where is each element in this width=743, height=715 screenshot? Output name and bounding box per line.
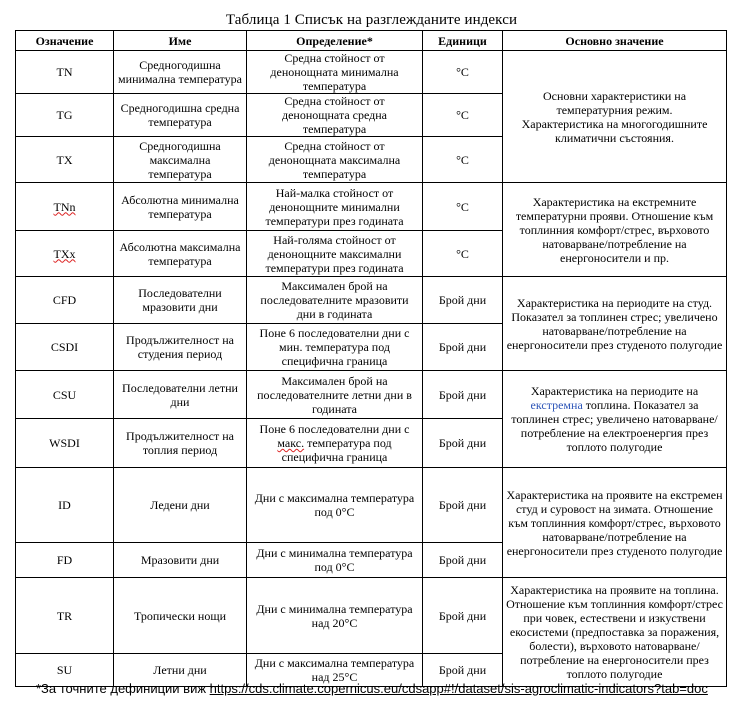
cell-definition: Средна стойност от денонощната минимална температура (247, 51, 423, 94)
cell-code: ID (16, 468, 114, 543)
cell-definition: Средна стойност от денонощната средна температура (247, 94, 423, 137)
cell-unit: °C (423, 94, 503, 137)
cell-meaning: Основни характеристики на температурния режим. Характеристика на многогодишните климатични състояния. (503, 51, 727, 183)
table-row (16, 578, 727, 654)
cell-name: Последователни мразовити дни (114, 277, 247, 324)
cell-definition: Дни с минимална температура над 20°C (247, 578, 423, 654)
cell-code: TXx (16, 231, 114, 277)
cell-meaning: Характеристика на екстремните температурни прояви. Отношение към топлинния комфорт/стрес, върховото натоварване/потребление на енергоносители и пр. (503, 183, 727, 277)
cell-meaning: Характеристика на проявите на екстремен студ и суровост на зимата. Отношение към топлинния комфорт/стрес, върховото натоварване/потребление на енергоносители през студеното полугодие (503, 468, 727, 578)
table-row (16, 183, 727, 231)
cell-name: Мразовити дни (114, 543, 247, 578)
cell-unit: Брой дни (423, 468, 503, 543)
table-row (16, 51, 727, 94)
header-name: Име (114, 31, 247, 51)
table-caption: Таблица 1 Списък на разглежданите индекси (225, 12, 518, 28)
cell-code: WSDI (16, 419, 114, 468)
cell-code: TN (16, 51, 114, 94)
cell-unit: °C (423, 137, 503, 183)
header-row (16, 31, 727, 51)
cell-unit: °C (423, 231, 503, 277)
footnote (36, 681, 708, 696)
cell-definition: Поне 6 последователни дни с макс. температура под специфична граница (247, 419, 423, 468)
cell-code: CFD (16, 277, 114, 324)
header-unit: Единици (423, 31, 503, 51)
cell-code: TX (16, 137, 114, 183)
cell-meaning: Характеристика на периодите на студ. Показател за топлинен стрес; увеличено натоварване/потребление на енергоносители през студеното полугодие (503, 277, 727, 371)
cell-definition: Дни с минимална температура под 0°C (247, 543, 423, 578)
header-definition: Определение* (247, 31, 423, 51)
highlighted-word: екстремна (530, 398, 583, 412)
footnote-link[interactable]: https://cds.climate.copernicus.eu/cdsapp#!/dataset/sis-agroclimatic-indicators?tab=doc (209, 681, 708, 696)
cell-code: TR (16, 578, 114, 654)
cell-code: CSDI (16, 324, 114, 371)
cell-code: CSU (16, 371, 114, 419)
cell-name: Продължителност на студения период (114, 324, 247, 371)
cell-name: Тропически нощи (114, 578, 247, 654)
cell-unit: °C (423, 51, 503, 94)
cell-definition: Средна стойност от денонощната максимална температура (247, 137, 423, 183)
cell-unit: Брой дни (423, 324, 503, 371)
table-row (16, 468, 727, 543)
cell-unit: °C (423, 183, 503, 231)
cell-unit: Брой дни (423, 419, 503, 468)
cell-name: Средногодишна средна температура (114, 94, 247, 137)
cell-code: TNn (16, 183, 114, 231)
header-code: Означение (16, 31, 114, 51)
indices-table (15, 30, 727, 687)
table-row (16, 277, 727, 324)
cell-unit: Брой дни (423, 277, 503, 324)
cell-definition: Дни с максимална температура над 25°C (247, 654, 423, 687)
cell-name: Средногодишна максимална температура (114, 137, 247, 183)
cell-name: Ледени дни (114, 468, 247, 543)
footnote-text: *За точните дефиниции виж (36, 681, 210, 696)
cell-name: Последователни летни дни (114, 371, 247, 419)
cell-definition: Дни с максимална температура под 0°C (247, 468, 423, 543)
cell-code: SU (16, 654, 114, 687)
cell-definition: Поне 6 последователни дни с мин. температура под специфична граница (247, 324, 423, 371)
cell-name: Абсолютна минимална температура (114, 183, 247, 231)
cell-unit: Брой дни (423, 543, 503, 578)
cell-unit: Брой дни (423, 578, 503, 654)
header-meaning: Основно значение (503, 31, 727, 51)
cell-code: FD (16, 543, 114, 578)
cell-definition: Максимален брой на последователните мразовити дни в годината (247, 277, 423, 324)
cell-code: TG (16, 94, 114, 137)
cell-definition: Най-голяма стойност от денонощните максимални температури през годината (247, 231, 423, 277)
table-row (16, 371, 727, 419)
cell-name: Абсолютна максимална температура (114, 231, 247, 277)
cell-unit: Брой дни (423, 654, 503, 687)
cell-meaning: Характеристика на периодите на екстремна топлина. Показател за топлинен стрес; увеличено натоварване/потребление на електроенергия през топлото полугодие (503, 371, 727, 468)
cell-definition: Най-малка стойност от денонощните минимални температури през годината (247, 183, 423, 231)
cell-name: Средногодишна минимална температура (114, 51, 247, 94)
cell-definition: Максимален брой на последователните летни дни в годината (247, 371, 423, 419)
cell-name: Продължителност на топлия период (114, 419, 247, 468)
cell-name: Летни дни (114, 654, 247, 687)
cell-meaning: Характеристика на проявите на топлина. Отношение към топлинния комфорт/стрес при човек, естествени и изкуствени екосистеми (предпоставка за поражения, болести), върховото натоварване/потребление на енергоносители през топлото полугодие (503, 578, 727, 687)
cell-unit: Брой дни (423, 371, 503, 419)
